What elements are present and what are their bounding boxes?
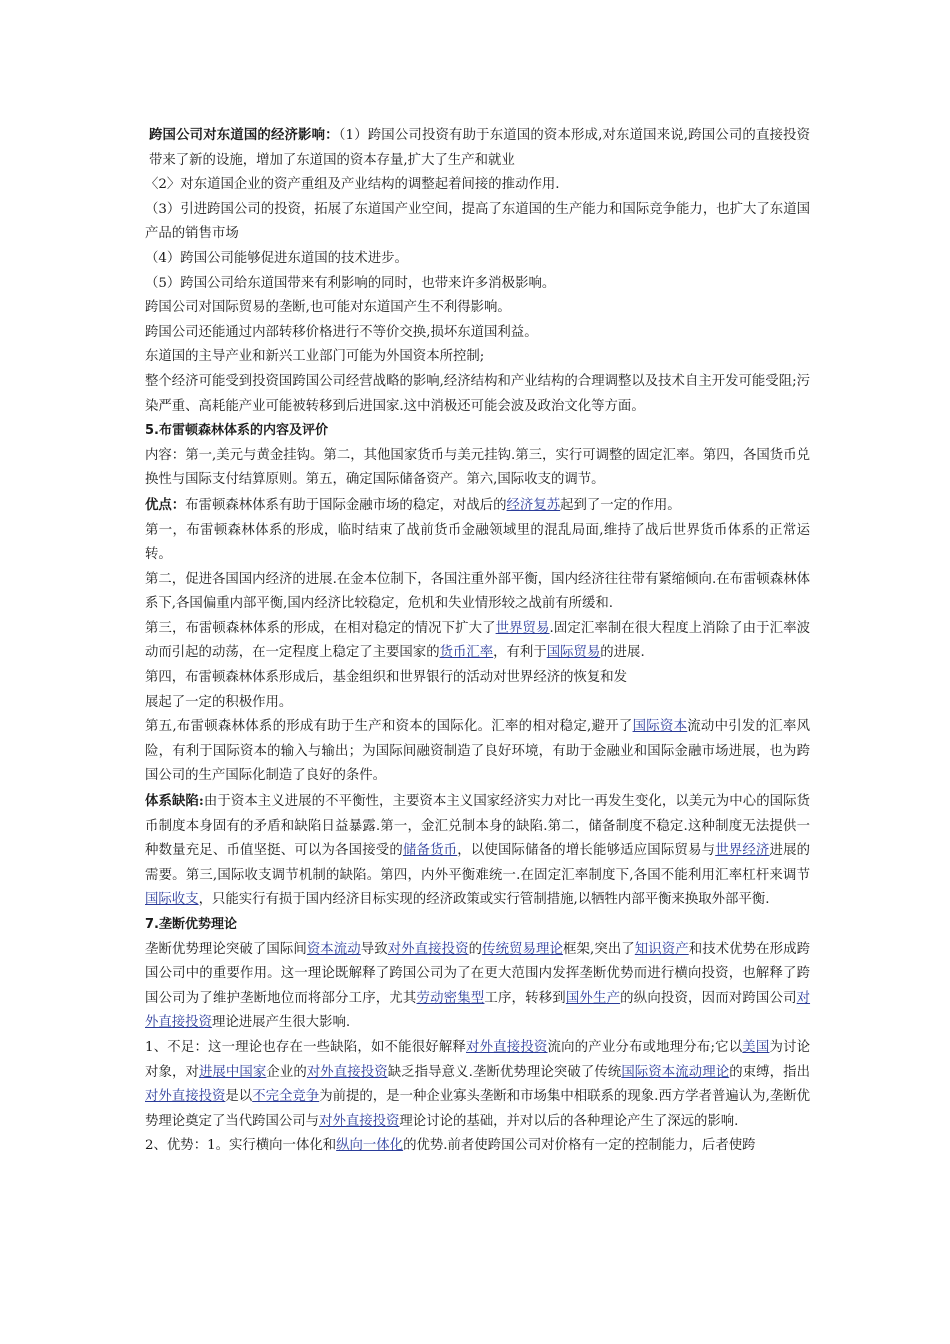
paragraph (145, 938, 810, 1036)
text-run: 的纵向投资，因而对跨国公司 (620, 990, 797, 1006)
text-run: 由于资本主义进展的不平衡性，主要资本主义国家经济实力对比一再发生变化，以美元为中心的国际货币制度本身固有的矛盾和缺陷日益暴露.第一，金汇兑制本身的缺陷.第二，储备制度不稳定.这种制度无法提供一种数量充足、币值坚挺、可以为各国接受的 (145, 794, 810, 859)
hyperlink[interactable]: 不完全竞争 (252, 1089, 320, 1105)
text-run: 的 (468, 941, 483, 957)
paragraph (145, 173, 810, 198)
hyperlink[interactable]: 国外生产 (565, 990, 621, 1006)
hyperlink[interactable]: 国际贸易 (546, 645, 601, 661)
bold-label: 优点： (145, 496, 186, 513)
paragraph (145, 519, 810, 568)
text-run: 的进展. (600, 645, 645, 661)
text-run: 理论讨论的基础，并对以后的各种理论产生了深远的影响. (399, 1113, 739, 1129)
text-run: 垄断优势理论突破了国际间 (145, 941, 307, 957)
text-run: 的优势.前者使跨国公司对价格有一定的控制能力，后者使跨 (403, 1138, 756, 1154)
text-run: （3）引进跨国公司的投资，拓展了东道国产业空间，提高了东道国的生产能力和国际竞争能力，也扩大了东道国产品的销售市场 (145, 201, 810, 242)
text-run: 东道国的主导产业和新兴工业部门可能为外国资本所控制; (145, 349, 485, 365)
hyperlink[interactable]: 对外直接投资 (306, 1064, 388, 1080)
paragraph (145, 493, 810, 519)
text-run: 流向的产业分布或地理分布;它以 (547, 1039, 743, 1055)
paragraph (145, 568, 810, 617)
text-run: 起到了一定的作用。 (560, 497, 681, 513)
paragraph (145, 247, 810, 272)
text-run: 5.布雷顿森林体系的内容及评价 (145, 423, 328, 439)
bold-label: 跨国公司对东道国的经济影响： (149, 127, 339, 143)
text-run: 工序，转移到 (484, 990, 566, 1006)
text-run: 整个经济可能受到投资国跨国公司经营战略的影响,经济结构和产业结构的合理调整以及技术自主开发可能受阻;污染严重、高耗能产业可能被转移到后进国家.这中消极还可能会波及政治文化等方面。 (145, 373, 810, 414)
hyperlink[interactable]: 对外直接投资 (145, 990, 811, 1031)
text-run: 2、优势：1。实行横向一体化和 (145, 1138, 337, 1154)
bold-label: 体系缺陷: (145, 793, 204, 810)
paragraph (145, 370, 810, 419)
text-run: 的束缚，指出 (729, 1064, 810, 1080)
hyperlink[interactable]: 国际收支 (145, 892, 199, 908)
text-run: 为讨论对象，对 (145, 1039, 811, 1080)
hyperlink[interactable]: 对外直接投资 (145, 1089, 226, 1105)
text-run: 〈2〉对东道国企业的资产重组及产业结构的调整起着间接的推动作用. (145, 177, 560, 193)
hyperlink[interactable]: 资本流动 (306, 941, 361, 957)
hyperlink[interactable]: 纵向一体化 (336, 1138, 404, 1154)
text-run: 框架,突出了 (563, 941, 635, 957)
text-run: 第二，促进各国国内经济的进展.在金本位制下，各国注重外部平衡，国内经济往往带有紧缩倾向.在布雷顿森林体系下,各国偏重内部平衡,国内经济比较稳定，危机和失业情形较之战前有所缓和. (145, 571, 810, 612)
section-heading (145, 913, 810, 938)
text-run: 内容：第一,美元与黄金挂钩。第二，其他国家货币与美元挂钩.第三，实行可调整的固定汇率。第四，各国货币兑换性与国际支付结算原则。第五，确定国际储备资产。第六,国际收支的调节。 (145, 447, 810, 488)
paragraph (145, 691, 810, 716)
hyperlink[interactable]: 知识资产 (634, 941, 689, 957)
text-run: 缺乏指导意义.垄断优势理论突破了传统 (387, 1064, 622, 1080)
text-run: ，以使国际储备的增长能够适应国际贸易与 (457, 843, 716, 859)
hyperlink[interactable]: 美国 (742, 1039, 770, 1055)
text-run: 是以 (225, 1089, 253, 1105)
text-run: 理论进展产生很大影响. (211, 1015, 351, 1031)
hyperlink[interactable]: 货币汇率 (439, 645, 494, 661)
text-run: 跨国公司还能通过内部转移价格进行不等价交换,损坏东道国利益。 (145, 324, 538, 340)
paragraph (145, 198, 810, 247)
text-run: ，有利于 (493, 645, 547, 661)
hyperlink[interactable]: 经济复苏 (506, 497, 561, 513)
hyperlink[interactable]: 传统贸易理论 (482, 941, 564, 957)
text-run: .固定汇率制在很大程度上消除了由于汇率波动而引起的动荡，在一定程度上稳定了主要国家的 (145, 620, 810, 661)
paragraph (145, 345, 810, 370)
text-run: ，只能实行有损于国内经济目标实现的经济政策或实行管制措施,以牺牲内部平衡来换取外部平衡. (198, 892, 770, 908)
paragraph (145, 444, 810, 493)
text-run: （5）跨国公司给东道国带来有利影响的同时，也带来许多消极影响。 (145, 275, 556, 291)
paragraph (145, 1036, 810, 1134)
hyperlink[interactable]: 世界经济 (715, 843, 770, 859)
text-run: 进展的需要。第三,国际收支调节机制的缺陷。第四，内外平衡难统一.在固定汇率制度下,各国不能利用汇率杠杆来调节 (145, 843, 811, 883)
text-run: 展起了一定的积极作用。 (145, 694, 293, 710)
text-run: 跨国公司对国际贸易的垄断,也可能对东道国产生不利得影响。 (145, 300, 511, 316)
hyperlink[interactable]: 进展中国家 (198, 1064, 267, 1080)
text-run: 企业的 (266, 1064, 307, 1080)
text-run: 1、不足：这一理论也存在一些缺陷，如不能很好解释 (145, 1039, 467, 1055)
hyperlink[interactable]: 储备货币 (402, 843, 458, 859)
paragraph (145, 321, 810, 346)
text-run: 第一，布雷顿森林体系的形成，临时结束了战前货币金融领域里的混乱局面,维持了战后世界货币体系的正常运转。 (145, 522, 810, 563)
text-run: 第五,布雷顿森林体系的形成有助于生产和资本的国际化。汇率的相对稳定,避开了 (145, 719, 633, 735)
text-run: （4）跨国公司能够促进东道国的技术进步。 (145, 250, 408, 266)
hyperlink[interactable]: 世界贸易 (495, 620, 550, 636)
paragraph (145, 789, 810, 913)
paragraph (145, 272, 810, 297)
section-heading (145, 419, 810, 444)
hyperlink[interactable]: 劳动密集型 (416, 990, 485, 1006)
hyperlink[interactable]: 对外直接投资 (319, 1113, 400, 1129)
hyperlink[interactable]: 国际资本 (632, 719, 688, 735)
text-run: 导致 (360, 941, 388, 957)
hyperlink[interactable]: 对外直接投资 (466, 1039, 548, 1055)
text-run: 布雷顿森林体系有助于国际金融市场的稳定，对战后的 (185, 497, 507, 513)
paragraph (145, 617, 810, 666)
text-run: 第四，布雷顿森林体系形成后，基金组织和世界银行的活动对世界经济的恢复和发 (145, 670, 628, 686)
paragraph (145, 296, 810, 321)
paragraph (145, 715, 810, 789)
document-page (145, 123, 810, 1159)
paragraph (145, 666, 810, 691)
text-run: （1）跨国公司投资有助于东道国的资本形成,对东道国来说,跨国公司的直接投资带来了新的设施，增加了东道国的资本存量,扩大了生产和就业 (149, 128, 810, 168)
paragraph (145, 1134, 810, 1159)
paragraph (145, 123, 810, 173)
text-run: 7.垄断优势理论 (145, 917, 237, 932)
text-run: 和技术优势在形成跨国公司中的重要作用。这一理论既解释了跨国公司为了在更大范围内发挥垄断优势而进行横向投资，也解释了跨国公司为了维护垄断地位而将部分工序，尤其 (145, 941, 810, 1006)
text-run: 流动中引发的汇率风险，有利于国际资本的输入与输出；为国际间融资制造了良好环境，有助于金融业和国际金融市场进展，也为跨国公司的生产国际化制造了良好的条件。 (145, 719, 811, 784)
hyperlink[interactable]: 国际资本流动理论 (621, 1064, 730, 1080)
hyperlink[interactable]: 对外直接投资 (387, 941, 469, 957)
text-run: 为前提的，是一种企业寡头垄断和市场集中相联系的现象.西方学者普遍认为,垄断优势理论奠定了当代跨国公司与 (145, 1089, 811, 1129)
text-run: 第三，布雷顿森林体系的形成，在相对稳定的情况下扩大了 (145, 620, 496, 636)
